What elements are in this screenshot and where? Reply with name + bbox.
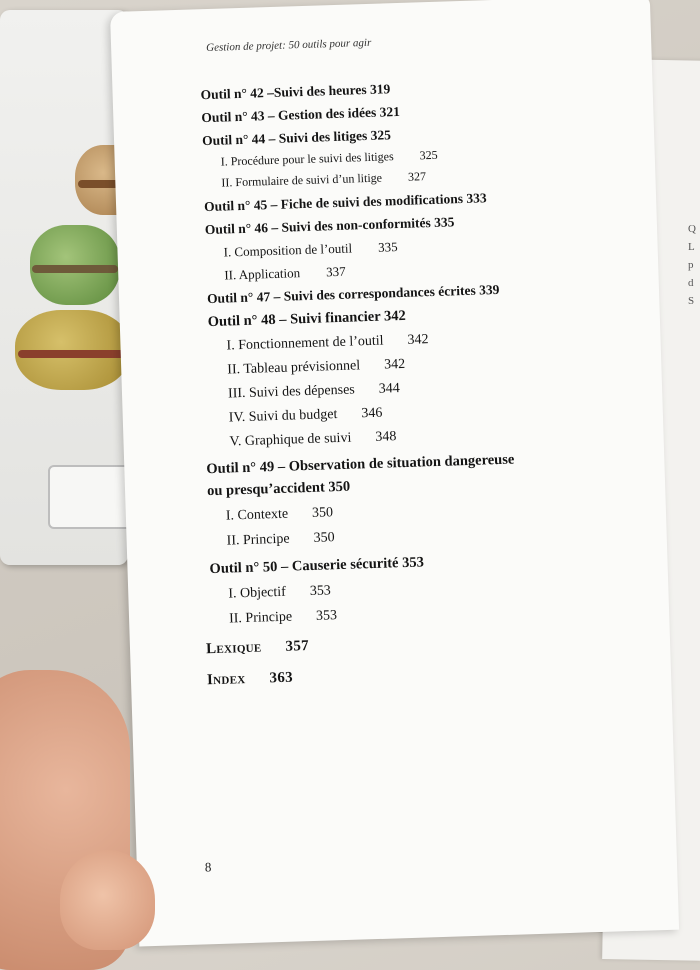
toc-subentry: II. Principe 353 [228, 608, 338, 627]
toc-entry: Outil n° 42 –Suivi des heures 319 [200, 81, 391, 103]
toc-subentry: I. Procédure pour le suivi des litiges 325 [220, 147, 438, 169]
toc-subentry: I. Objectif 353 [228, 583, 332, 602]
toc-subentry: V. Graphique de suivi 348 [229, 429, 397, 450]
toc-subentry: II. Formulaire de suivi d’un litige 327 [221, 169, 427, 190]
kitchen-scale [0, 10, 128, 565]
letter: Q [688, 223, 696, 235]
toc-entry: Outil n° 44 – Suivi des litiges 325 [201, 127, 392, 149]
toc-entry: Outil n° 50 – Causerie sécurité 353 [209, 554, 425, 578]
toc-subentry: II. Application 337 [224, 263, 346, 283]
letter: S [688, 295, 695, 307]
toc-entry: Outil n° 49 – Observation de situation dangereuse [206, 451, 515, 478]
toc-index: Index 363 [206, 669, 294, 689]
toc-entry: Outil n° 48 – Suivi financier 342 [207, 307, 407, 331]
toc-subentry: I. Fonctionnement de l’outil 342 [226, 332, 429, 354]
toc-subentry: I. Contexte 350 [225, 505, 334, 524]
toc-subentry: II. Tableau prévisionnel 342 [227, 356, 406, 378]
toc-entry: Outil n° 46 – Suivi des non-conformités 335 [204, 214, 455, 238]
adjacent-page-letters [688, 220, 696, 310]
table-of-contents [112, 56, 632, 689]
macaron-filling [18, 350, 126, 358]
toc-subentry: III. Suivi des dépenses 344 [227, 381, 400, 402]
toc-subentry: II. Principe 350 [226, 530, 335, 549]
letter: L [688, 241, 695, 253]
scale-display [48, 465, 128, 529]
book-page [110, 0, 679, 947]
toc-entry: Outil n° 47 – Suivi des correspondances écrites 339 [206, 281, 500, 307]
toc-entry: Outil n° 43 – Gestion des idées 321 [201, 103, 401, 126]
thumb [60, 850, 155, 950]
page-number: 8 [204, 859, 212, 875]
letter: d [688, 277, 694, 289]
macaron-filling [32, 265, 118, 273]
toc-entry: Outil n° 45 – Fiche de suivi des modifications 333 [203, 190, 487, 215]
running-header: Gestion de projet: 50 outils pour agir [205, 36, 372, 54]
toc-subentry: I. Composition de l’outil 335 [223, 239, 398, 260]
toc-subentry: IV. Suivi du budget 346 [228, 405, 383, 426]
letter: p [688, 259, 694, 271]
toc-entry-continued: ou presqu’accident 350 [206, 478, 351, 500]
toc-lexique: Lexique 357 [205, 638, 310, 658]
